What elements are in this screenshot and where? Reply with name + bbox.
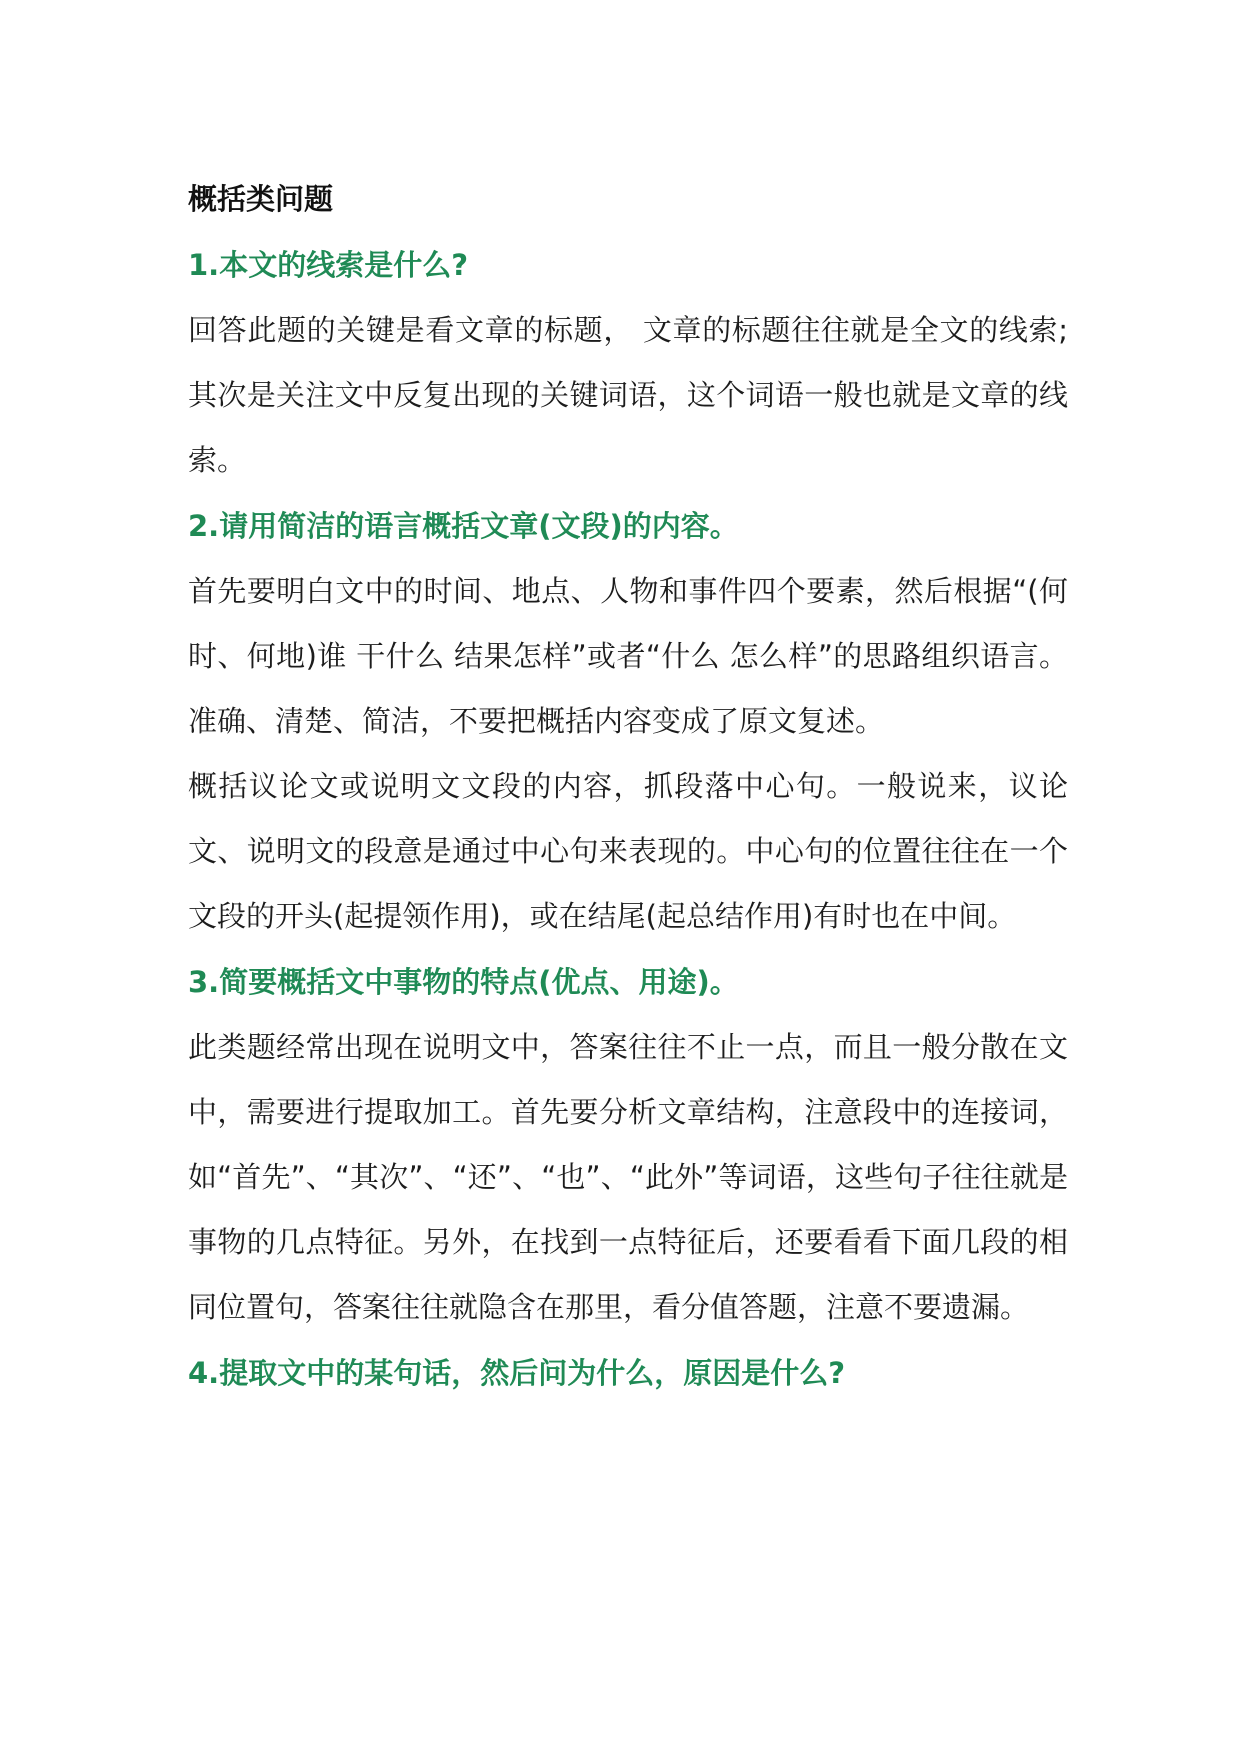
question-3: 3.简要概括文中事物的特点(优点、用途)。 — [188, 965, 739, 999]
question-2: 2.请用简洁的语言概括文章(文段)的内容。 — [188, 509, 739, 543]
section-title: 概括类问题 — [188, 182, 334, 216]
document-body — [188, 166, 1068, 1406]
question-4: 4.提取文中的某句话，然后问为什么，原因是什么? — [188, 1356, 846, 1390]
question-1: 1.本文的线索是什么? — [188, 248, 469, 282]
answer-3-paragraph-1: 此类题经常出现在说明文中，答案往往不止一点，而且一般分散在文中，需要进行提取加工。首先要分析文章结构，注意段中的连接词，如“首先”、“其次”、“还”、“也”、“此外”等词语，这些句子往往就是事物的几点特征。另外，在找到一点特征后，还要看看下面几段的相同位置句，答案往往就隐含在那里，看分值答题，注意不要遗漏。 — [188, 1030, 1068, 1324]
answer-1-paragraph-1: 回答此题的关键是看文章的标题， 文章的标题往往就是全文的线索;其次是关注文中反复出现的关键词语，这个词语一般也就是文章的线索。 — [188, 313, 1068, 477]
answer-2-paragraph-2: 概括议论文或说明文文段的内容，抓段落中心句。一般说来，议论文、说明文的段意是通过中心句来表现的。中心句的位置往往在一个文段的开头(起提领作用)，或在结尾(起总结作用)有时也在中间。 — [188, 769, 1068, 933]
answer-2-paragraph-1: 首先要明白文中的时间、地点、人物和事件四个要素，然后根据“(何时、何地)谁 干什么 结果怎样”或者“什么 怎么样”的思路组织语言。准确、清楚、简洁，不要把概括内容变成了原文复述。 — [188, 574, 1068, 738]
